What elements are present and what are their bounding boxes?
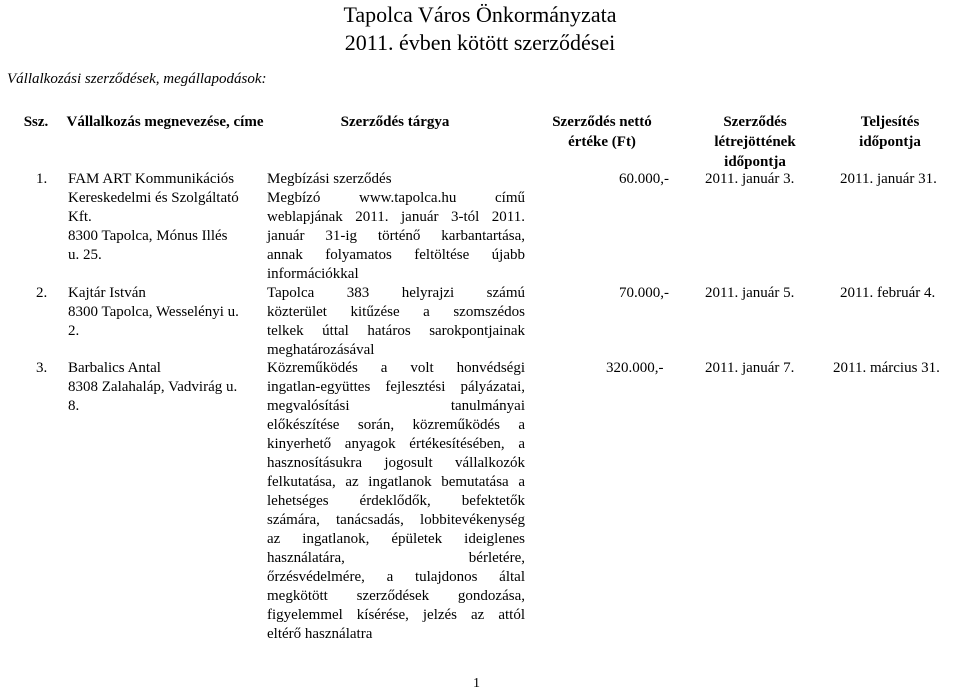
- subject-line: weblapjának 2011. január 3-tól 2011.: [267, 209, 525, 225]
- subject-line: közterület kitűzése a szomszédos: [267, 304, 525, 320]
- subject-line: eltérő használatra: [267, 626, 373, 642]
- header-created: Szerződés létrejöttének időpontja: [714, 114, 796, 170]
- header-subject: Szerződés tárgya: [340, 114, 450, 130]
- header-net-value: Szerződés nettó értéke (Ft): [552, 114, 652, 150]
- vendor-line: Kereskedelmi és Szolgáltató: [68, 190, 239, 206]
- subject-line: meghatározásával: [267, 342, 375, 358]
- header-completion: Teljesítés időpontja: [859, 114, 921, 150]
- subject-line: őrzésvédelmére, a tulajdonos által: [267, 569, 525, 585]
- header-ssz: Ssz.: [23, 114, 49, 130]
- subject-line: hasznosításukra jogosult vállalkozók: [267, 455, 525, 471]
- subject-line: január 31-ig történő karbantartása,: [267, 228, 525, 244]
- vendor-line: Barbalics Antal: [68, 360, 161, 376]
- subject-line: Közreműködés a volt honvédségi: [267, 360, 525, 376]
- subject-line: megkötött szerződések gondozása,: [267, 588, 525, 604]
- vendor-line: 8308 Zalahaláp, Vadvirág u.: [68, 379, 238, 395]
- subject-line: az ingatlanok, épületek ideiglenes: [267, 531, 525, 547]
- page-number: 1: [473, 676, 480, 691]
- subject-line: információkkal: [267, 266, 359, 282]
- net-value: 320.000,-: [606, 360, 664, 376]
- vendor-line: Kft.: [68, 209, 92, 225]
- vendor-line: u. 25.: [68, 247, 102, 263]
- vendor-line: Kajtár István: [68, 285, 146, 301]
- document-title-line-2: 2011. évben kötött szerződései: [344, 30, 616, 55]
- subject-line: számára, tanácsadás, lobbitevékenység: [267, 512, 525, 528]
- subject-line: felkutatása, az ingatlanok bemutatása a: [267, 474, 525, 490]
- subject-line: Megbízó www.tapolca.hu című: [267, 190, 525, 206]
- subject-line: figyelemmel kísérése, jelzés az attól: [267, 607, 525, 623]
- header-vendor: Vállalkozás megnevezése, címe: [66, 114, 264, 130]
- subject-line: megvalósítási tanulmányai: [267, 398, 525, 414]
- vendor-line: 8300 Tapolca, Wesselényi u.: [68, 304, 239, 320]
- completion-date: 2011. január 31.: [840, 171, 937, 187]
- subject-line: Tapolca 383 helyrajzi számú: [267, 285, 525, 301]
- completion-date: 2011. március 31.: [833, 360, 940, 376]
- vendor-line: 2.: [68, 323, 80, 339]
- subject-line: használatára, bérletére,: [267, 550, 525, 566]
- subject-line: előkészítése során, közreműködés a: [267, 417, 525, 433]
- subject-line: Megbízási szerződés: [267, 171, 392, 187]
- completion-date: 2011. február 4.: [840, 285, 936, 301]
- created-date: 2011. január 5.: [705, 285, 795, 301]
- vendor-line: 8300 Tapolca, Mónus Illés: [68, 228, 228, 244]
- row-number: 1.: [36, 171, 48, 187]
- vendor-line: 8.: [68, 398, 80, 414]
- subject-line: lehetséges érdeklődők, befektetők: [267, 493, 525, 509]
- row-number: 3.: [36, 360, 48, 376]
- subject-line: annak folyamatos feltöltése újabb: [267, 247, 525, 263]
- vendor-line: FAM ART Kommunikációs: [68, 171, 235, 187]
- subject-line: kinyerhető anyagok értékesítésében, a: [267, 436, 525, 452]
- net-value: 60.000,-: [619, 171, 669, 187]
- created-date: 2011. január 7.: [705, 360, 795, 376]
- subject-line: telkek úttal határos sarokpontjainak: [267, 323, 525, 339]
- net-value: 70.000,-: [619, 285, 669, 301]
- row-number: 2.: [36, 285, 48, 301]
- document-title-line-1: Tapolca Város Önkormányzata: [343, 2, 617, 27]
- section-subtitle: Vállalkozási szerződések, megállapodások:: [7, 71, 267, 87]
- subject-line: ingatlan-együttes fejlesztési pályázatai,: [267, 379, 525, 395]
- created-date: 2011. január 3.: [705, 171, 795, 187]
